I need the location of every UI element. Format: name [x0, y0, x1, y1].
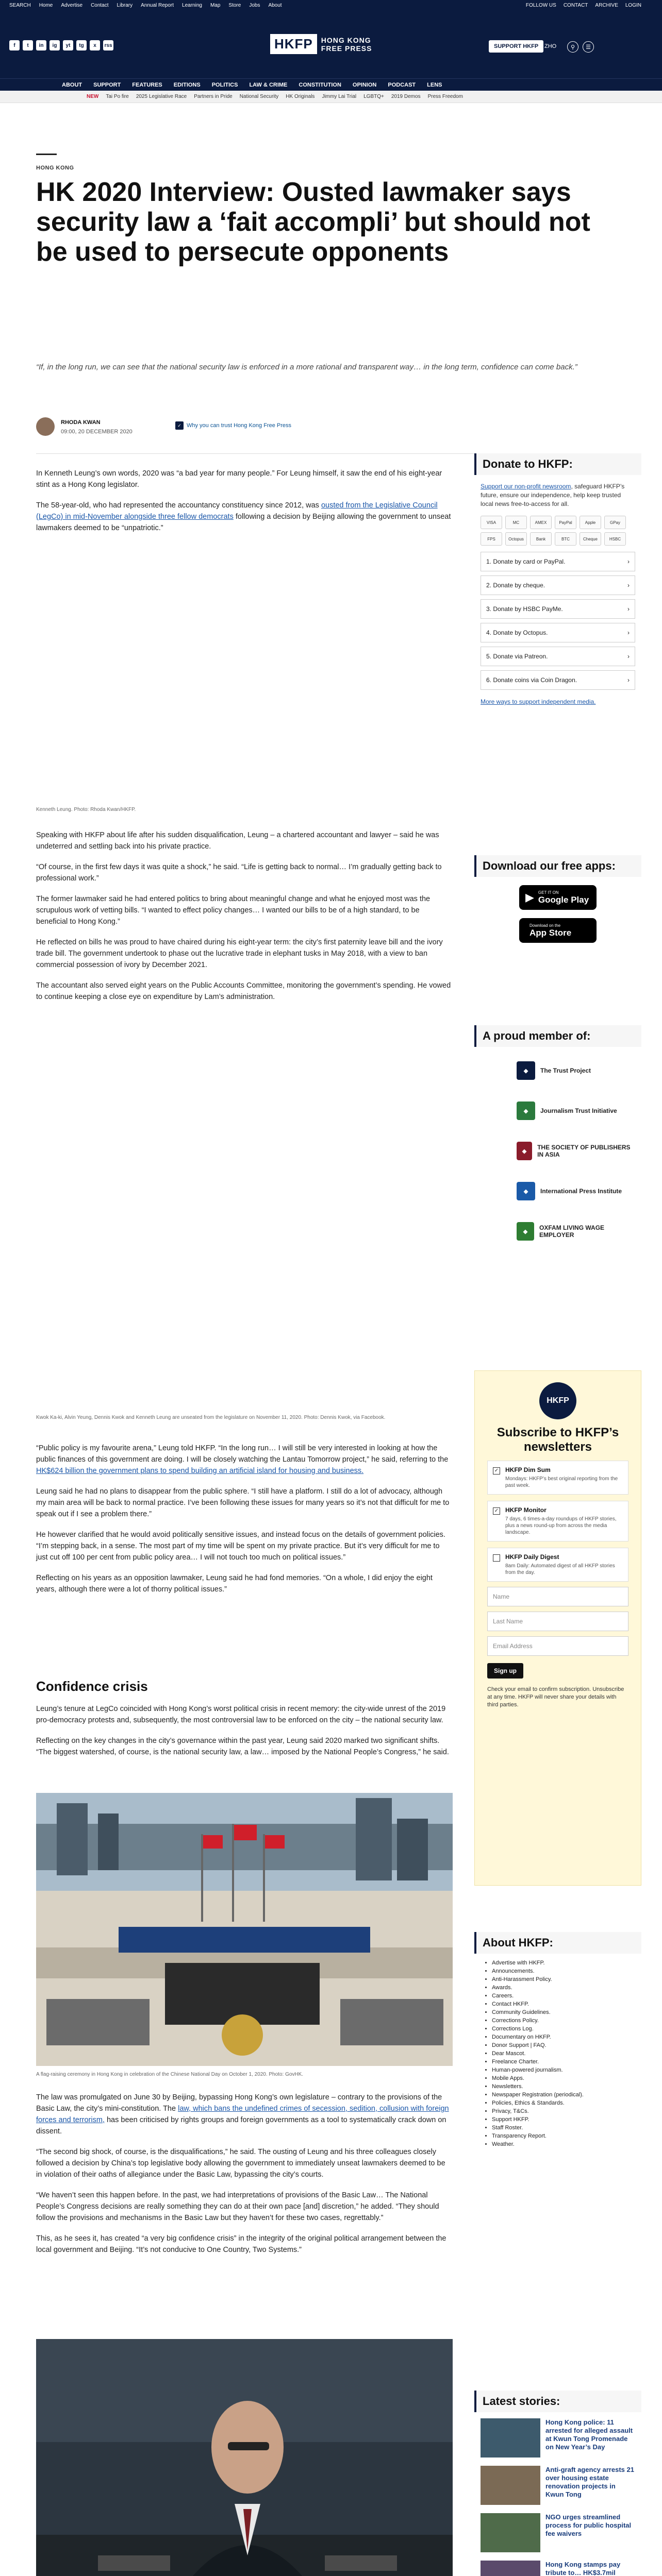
x-icon[interactable]: x: [90, 40, 100, 50]
paragraph: The accountant also served eight years on the Public Accounts Committee, monitoring the government’s spending. He vowed to continue keeping a close eye on expenditure by Lam’s administration.: [36, 981, 451, 1001]
payment-method-icon: HSBC: [604, 532, 626, 546]
member-logo-icon: ◆: [517, 1061, 535, 1080]
topbar-link[interactable]: Advertise: [61, 3, 83, 8]
youtube-icon[interactable]: yt: [63, 40, 73, 50]
nav-item-podcast[interactable]: PODCAST: [388, 82, 416, 88]
about-link[interactable]: • Newspaper Registration (periodical).: [492, 2091, 635, 2099]
logo-line-1: HONG KONG: [321, 36, 371, 44]
google-play-icon: ▶: [525, 891, 534, 904]
trending-link[interactable]: 2025 Legislative Race: [136, 94, 187, 99]
story-item[interactable]: [481, 2513, 635, 2554]
language-switch[interactable]: ZHO: [544, 43, 557, 49]
newsletter-desc: Mondays: HKFP’s best original reporting from the past week.: [505, 1476, 618, 1488]
site-header: [0, 11, 662, 78]
byline: [36, 417, 624, 442]
paragraph: “Public policy is my favourite arena,” Leung told HKFP. “In the long run… I will still be very interested in looking at how the public finances of this government are doing. I will be closely watching the Lantau Tomorrow project,” he said, referring to the HK$624 billion the government plans to spend building an artificial island for housing and business.: [36, 1444, 449, 1475]
donate-option[interactable]: [481, 623, 635, 642]
newsletter-badge: HKFP: [539, 1382, 576, 1419]
article-photo-1: [36, 536, 453, 812]
donate-option-label: 4. Donate by Octopus.: [486, 629, 548, 636]
topbar-link[interactable]: Jobs: [249, 3, 260, 8]
newsletter-desc: 8am Daily: Automated digest of all HKFP stories from the day.: [505, 1563, 615, 1575]
chevron-right-icon: ›: [627, 605, 630, 613]
topbar-link[interactable]: Map: [210, 3, 221, 8]
trending-link[interactable]: 2019 Demos: [391, 94, 421, 99]
nav-item-opinion[interactable]: OPINION: [352, 82, 377, 88]
donate-option[interactable]: [481, 670, 635, 690]
topbar-link[interactable]: ARCHIVE: [595, 3, 618, 8]
newsletter-name: HKFP Dim Sum: [505, 1466, 551, 1473]
chevron-right-icon: ›: [627, 676, 630, 684]
member-logo-icon: ◆: [517, 1222, 534, 1241]
story-title[interactable]: Hong Kong police: 11 arrested for alleged assault at Kwun Tong Promenade on New Year’s Day: [545, 2418, 633, 2451]
inline-link[interactable]: ousted from the Legislative Council (LegCo) in mid-November alongside three fellow democrats: [36, 501, 438, 521]
checkbox[interactable]: ✓: [493, 1507, 500, 1515]
about-link[interactable]: • Human-powered journalism.: [492, 2066, 635, 2074]
article-body-3: [36, 1443, 453, 1604]
newsletter-option[interactable]: [487, 1461, 628, 1495]
paragraph: The former lawmaker said he had entered politics to bring about meaningful change and what he enjoyed most was the scrupulous work of vetting bills. “I wanted to effect policy changes… I wanted our bills to be of a high standard, to be beneficial to Hong Kong.”: [36, 895, 431, 926]
checkbox[interactable]: [493, 1554, 500, 1562]
about-link[interactable]: • Careers.: [492, 1992, 635, 2000]
donate-option-label: 2. Donate by cheque.: [486, 582, 545, 589]
story-item[interactable]: [481, 2418, 635, 2460]
inline-link[interactable]: law, which bans the undefined crimes of secession, sedition, collusion with foreign forces and terrorism,: [36, 2105, 449, 2124]
flag-ceremony-image: [36, 1793, 453, 2066]
member-logo-icon: ◆: [517, 1101, 535, 1120]
about-link[interactable]: • Corrections Policy.: [492, 2016, 635, 2025]
nav-item-lens[interactable]: LENS: [427, 82, 442, 88]
about-link[interactable]: • Corrections Log.: [492, 2025, 635, 2033]
payment-method-icon: Bank: [530, 532, 552, 546]
donate-intro: Support our non-profit newsroom, safeguard HKFP’s future, ensure our independence, help keep trusted local news free-to-access for all.: [481, 483, 625, 507]
payment-method-icon: BTC: [555, 532, 576, 546]
latest-widget: [474, 2391, 641, 2576]
apps-title: Download our free apps:: [474, 855, 641, 877]
donate-option[interactable]: [481, 575, 635, 595]
chevron-right-icon: ›: [627, 653, 630, 660]
paragraph: “The second big shock, of course, is the disqualifications,” he said. The ousting of Leung and his three colleagues closely followed a decision by China’s top legislative body allowing the government to immediately unseat lawmakers deemed to be in violation of their oaths of allegiance under the Basic Law, bypassing the city’s courts.: [36, 2148, 445, 2179]
nav-item-editions[interactable]: EDITIONS: [173, 82, 201, 88]
donate-title: Donate to HKFP:: [474, 453, 641, 475]
member-logo[interactable]: [481, 1054, 635, 1087]
paragraph: He however clarified that he would avoid politically sensitive issues, and instead focus on the details of government policies. “I’m stepping back, in a sense. The most part of my time will be spent on my private practice. But it’s very difficult for me to just cut off 100 per cent from public policy area… I will not touch too much on political issues.”: [36, 1531, 445, 1562]
topbar-link[interactable]: Store: [228, 3, 241, 8]
trending-link[interactable]: Press Freedom: [427, 94, 463, 99]
member-logo-icon: ◆: [517, 1142, 532, 1160]
instagram-icon[interactable]: ig: [49, 40, 60, 50]
app-store-button[interactable]: Download on the App Store: [519, 918, 597, 943]
about-link[interactable]: • Awards.: [492, 1984, 635, 1992]
about-title: About HKFP:: [474, 1932, 641, 1954]
about-link[interactable]: • Weather.: [492, 2140, 635, 2148]
topbar-link[interactable]: Home: [39, 3, 53, 8]
payment-method-icon: AMEX: [530, 516, 552, 529]
member-name: OXFAM LIVING WAGE EMPLOYER: [539, 1224, 605, 1239]
member-name: International Press Institute: [540, 1188, 622, 1195]
payment-method-icon: Cheque: [580, 532, 601, 546]
search-link[interactable]: SEARCH: [9, 3, 31, 8]
email-input[interactable]: Email Address: [487, 1636, 628, 1656]
top-utility-bar: [0, 0, 662, 11]
article-standfirst: “If, in the long run, we can see that the national security law is enforced in a more rational and transparent way… in the long term, confidence can come back.”: [36, 363, 577, 371]
chevron-right-icon: ›: [627, 629, 630, 636]
about-link[interactable]: • Transparency Report.: [492, 2132, 635, 2140]
paragraph: Leung said he had no plans to disappear from the public sphere. “I still have a platform. I still do a lot of advocacy, although my main area will be back to normal practice. I’ve been following these issues for many years so it’s not that difficult for me to speak out if I see a problem there.”: [36, 1487, 450, 1518]
search-icon[interactable]: ⚲: [567, 41, 578, 53]
paragraph: “Of course, in the first few days it was quite a shock,” he said. “Life is getting back to normal… I’m gradually getting back to professional work.”: [36, 863, 442, 883]
photo-image: [36, 536, 453, 804]
donate-option[interactable]: [481, 647, 635, 666]
topbar-link[interactable]: Contact: [91, 3, 109, 8]
article-photo-2: [36, 1108, 453, 1420]
trust-link-label: Why you can trust Hong Kong Free Press: [187, 422, 291, 429]
paragraph: Reflecting on his years as an opposition lawmaker, Leung said he had fond memories. “On a whole, I did enjoy the eight years, although there were a lot of thorny political issues.”: [36, 1574, 433, 1594]
checkbox[interactable]: ✓: [493, 1467, 500, 1475]
member-logo[interactable]: [481, 1175, 635, 1208]
rss-icon[interactable]: rss: [103, 40, 113, 50]
article-body-5: [36, 2092, 453, 2265]
about-link[interactable]: • Contact HKFP.: [492, 2000, 635, 2008]
nav-item-about[interactable]: ABOUT: [62, 82, 82, 88]
new-badge: NEW: [87, 94, 99, 99]
story-item[interactable]: [481, 2466, 635, 2507]
about-link[interactable]: • Advertise with HKFP.: [492, 1959, 635, 1967]
topbar-link[interactable]: LOGIN: [625, 3, 641, 8]
photo-caption: A flag-raising ceremony in Hong Kong in celebration of the Chinese National Day on October 1, 2020. Photo: GovHK.: [36, 2072, 304, 2077]
main-nav: [0, 78, 662, 91]
member-name: Journalism Trust Initiative: [540, 1107, 617, 1114]
topbar-link[interactable]: About: [268, 3, 282, 8]
linkedin-icon[interactable]: in: [36, 40, 46, 50]
paragraph: This, as he sees it, has created “a very big confidence crisis” in the integrity of the original political arrangement between the local government and Beijing. “It’s not conducive to One Country, Two Systems.”: [36, 2234, 446, 2254]
article-photo-4: [36, 2339, 453, 2576]
member-title: A proud member of:: [474, 1025, 641, 1047]
paragraph: The law was promulgated on June 30 by Beijing, bypassing Hong Kong’s own legislature – contrary to the provisions of the Basic Law, the city’s mini-constitution. The law, which bans the undefined crimes of secession, sedition, collusion with foreign forces and terrorism, has been criticised by rights groups and foreign governments as a tool to systematically crack down on dissent.: [36, 2093, 449, 2136]
donate-option-label: 5. Donate via Patreon.: [486, 653, 548, 660]
member-widget: [474, 1025, 641, 1248]
paragraph: In Kenneth Leung’s own words, 2020 was “a bad year for many people.” For Leung himself, it saw the end of his eight-year stint as a Hong Kong legislator.: [36, 469, 442, 489]
payment-method-icon: MC: [505, 516, 527, 529]
member-name: The Trust Project: [540, 1067, 591, 1074]
member-logo-icon: ◆: [517, 1182, 535, 1200]
photo-caption: Kenneth Leung. Photo: Rhoda Kwan/HKFP.: [36, 807, 136, 812]
about-link[interactable]: • Newsletters.: [492, 2082, 635, 2091]
newsletter-desc: 7 days, 6 times-a-day roundups of HKFP stories, plus a news round-up from across the media landscape.: [505, 1516, 617, 1535]
story-thumbnail[interactable]: [481, 2561, 540, 2576]
paragraph: Speaking with HKFP about life after his sudden disqualification, Leung – a chartered accountant and lawyer – said he was undeterred and settling back into his private practice.: [36, 831, 439, 851]
newsletter-footnote: Check your email to confirm subscription. Unsubscribe at any time. HKFP will never share your details with third parties.: [487, 1686, 624, 1708]
trust-link[interactable]: [175, 421, 291, 430]
member-logo[interactable]: [481, 1215, 635, 1248]
paragraph: The 58-year-old, who had represented the accountancy constituency since 2012, was ousted from the Legislative Council (LegCo) in mid-November alongside three fellow democrats following a decision by Beijing allowing the government to unseat lawmakers deemed to be “unpatriotic.”: [36, 501, 451, 532]
signup-button[interactable]: Sign up: [487, 1663, 523, 1679]
article-body-1: [36, 468, 453, 543]
trending-link[interactable]: Tai Po fire: [106, 94, 129, 99]
photo-caption: Kwok Ka-ki, Alvin Yeung, Dennis Kwok and Kenneth Leung are unseated from the legislature on November 11, 2020. Photo: Dennis Kwok, via Facebook.: [36, 1415, 386, 1420]
donate-option-label: 1. Donate by card or PayPal.: [486, 558, 566, 565]
newsletter-title: Subscribe to HKFP’s newsletters: [496, 1426, 619, 1454]
trending-link[interactable]: HK Originals: [286, 94, 315, 99]
nav-item-features[interactable]: FEATURES: [132, 82, 162, 88]
donate-intro-link[interactable]: Support our non-profit newsroom: [481, 483, 571, 490]
telegram-icon[interactable]: tg: [76, 40, 87, 50]
article-photo-3: [36, 1793, 453, 2077]
newsletter-option[interactable]: [487, 1548, 628, 1582]
story-item[interactable]: [481, 2561, 635, 2576]
article-headline: HK 2020 Interview: Ousted lawmaker says security law a ‘fait accompli’ but should not be used to persecute opponents: [36, 177, 590, 267]
donate-widget: [474, 453, 641, 709]
google-play-button[interactable]: ▶ GET IT ON Google Play: [519, 885, 597, 910]
donate-option[interactable]: [481, 552, 635, 571]
topbar-link[interactable]: Annual Report: [141, 3, 174, 8]
about-link[interactable]: • Freelance Charter.: [492, 2058, 635, 2066]
apps-widget: [474, 855, 641, 943]
article-kicker[interactable]: HONG KONG: [36, 165, 74, 171]
topbar-link[interactable]: Library: [117, 3, 133, 8]
kicker-rule: [36, 154, 57, 155]
article-body-2: [36, 829, 453, 1012]
about-link[interactable]: • Donor Support | FAQ.: [492, 2041, 635, 2049]
trending-link[interactable]: Jimmy Lai Trial: [322, 94, 357, 99]
payment-method-icon: Octopus: [505, 532, 527, 546]
about-link[interactable]: • Anti-Harassment Policy.: [492, 1975, 635, 1984]
paragraph: Leung’s tenure at LegCo coincided with Hong Kong’s worst political crisis in recent memory: the city-wide unrest of the 2019 pro-democracy protests and, subsequently, the most controversial law to be enforced on the city – the national security law.: [36, 1705, 446, 1724]
logo-mark: HKFP: [270, 34, 317, 54]
trending-link[interactable]: LGBTQ+: [363, 94, 384, 99]
facebook-icon[interactable]: f: [9, 40, 20, 50]
chevron-right-icon: ›: [627, 582, 630, 589]
about-link[interactable]: • Announcements.: [492, 1967, 635, 1975]
topbar-link[interactable]: CONTACT: [563, 3, 588, 8]
menu-icon[interactable]: ☰: [583, 41, 594, 53]
payment-method-icon: Apple: [580, 516, 601, 529]
trending-bar: [0, 91, 662, 103]
about-link[interactable]: • Dear Mascot.: [492, 2049, 635, 2058]
more-ways-link[interactable]: More ways to support independent media.: [481, 698, 596, 705]
newsletter-option[interactable]: [487, 1501, 628, 1541]
author-name[interactable]: RHODA KWAN: [61, 419, 101, 426]
portrait-image: [36, 2339, 453, 2576]
topbar-link[interactable]: Learning: [182, 3, 202, 8]
donate-option-label: 6. Donate coins via Coin Dragon.: [486, 676, 577, 684]
logo-line-2: FREE PRESS: [321, 44, 372, 53]
section-heading: Confidence crisis: [36, 1679, 148, 1694]
story-thumbnail[interactable]: [481, 2466, 540, 2505]
about-link[interactable]: • Privacy, T&Cs.: [492, 2107, 635, 2115]
story-thumbnail[interactable]: [481, 2513, 540, 2552]
latest-title: Latest stories:: [474, 2391, 641, 2412]
twitter-icon[interactable]: t: [23, 40, 33, 50]
author-avatar[interactable]: [36, 417, 55, 436]
paragraph: “We haven’t seen this happen before. In the past, we had interpretations of provisions of the Basic Law… The National People’s Congress decisions are really something they can do at their own pace [and] discretion,” he added. “They should follow the provisions and mechanisms in the Basic Law but they haven’t for these two cases, regrettably.”: [36, 2191, 439, 2222]
article-body-4: [36, 1703, 453, 1767]
trust-icon: ✓: [175, 421, 184, 430]
payment-method-icon: GPay: [604, 516, 626, 529]
story-thumbnail[interactable]: [481, 2418, 540, 2458]
topbar-link[interactable]: FOLLOW US: [525, 3, 556, 8]
about-link[interactable]: • Staff Roster.: [492, 2124, 635, 2132]
member-logo[interactable]: [481, 1134, 635, 1167]
about-widget: [474, 1932, 641, 2148]
donate-option-label: 3. Donate by HSBC PayMe.: [486, 605, 563, 613]
nav-item-law-crime[interactable]: LAW & CRIME: [249, 82, 288, 88]
trending-link[interactable]: National Security: [239, 94, 279, 99]
photo-image: [36, 1108, 453, 1412]
newsletter-widget: [474, 1370, 641, 1886]
payment-method-icon: FPS: [481, 532, 502, 546]
publish-date: 09:00, 20 DECEMBER 2020: [61, 429, 133, 435]
donate-option[interactable]: [481, 599, 635, 619]
story-title[interactable]: Anti-graft agency arrests 21 over housing estate renovation projects in Kwun Tong: [545, 2466, 634, 2498]
story-title[interactable]: Hong Kong stamps pay tribute to… HK$3.7mil: [545, 2561, 621, 2576]
about-link[interactable]: • Community Guidelines.: [492, 2008, 635, 2016]
paragraph: Reflecting on the key changes in the city’s governance within the past year, Leung said 2020 marked two significant shifts. “The biggest watershed, of course, is the national security law, a law… imposed by the National People’s Congress,” he said.: [36, 1737, 449, 1756]
chevron-right-icon: ›: [627, 558, 630, 565]
payment-method-icon: VISA: [481, 516, 502, 529]
nav-item-politics[interactable]: POLITICS: [211, 82, 238, 88]
inline-link[interactable]: HK$624 billion the government plans to spend building an artificial island for housing and business.: [36, 1467, 364, 1475]
paragraph: He reflected on bills he was proud to have chaired during his eight-year term: the city’s first paternity leave bill and the ivory trade bill. The government undertook to phase out the lucrative trade in elephant tusks in May 2018, with a view to ban commercial possession of ivory by December 2021.: [36, 938, 443, 969]
trending-link[interactable]: Partners in Pride: [194, 94, 233, 99]
about-link[interactable]: • Mobile Apps.: [492, 2074, 635, 2082]
newsletter-name: HKFP Daily Digest: [505, 1553, 559, 1561]
member-logo[interactable]: [481, 1094, 635, 1127]
first-name-input[interactable]: Name: [487, 1587, 628, 1606]
nav-item-support[interactable]: SUPPORT: [93, 82, 121, 88]
newsletter-name: HKFP Monitor: [505, 1506, 547, 1514]
payment-method-icon: PayPal: [555, 516, 576, 529]
about-link[interactable]: • Support HKFP.: [492, 2115, 635, 2124]
member-name: THE SOCIETY OF PUBLISHERS IN ASIA: [537, 1144, 631, 1158]
support-hkfp-button[interactable]: SUPPORT HKFP: [489, 40, 543, 53]
site-logo[interactable]: [270, 34, 372, 54]
nav-item-constitution[interactable]: CONSTITUTION: [299, 82, 341, 88]
about-link[interactable]: • Documentary on HKFP.: [492, 2033, 635, 2041]
story-title[interactable]: NGO urges streamlined process for public hospital fee waivers: [545, 2513, 632, 2537]
about-link[interactable]: • Policies, Ethics & Standards.: [492, 2099, 635, 2107]
last-name-input[interactable]: Last Name: [487, 1612, 628, 1631]
